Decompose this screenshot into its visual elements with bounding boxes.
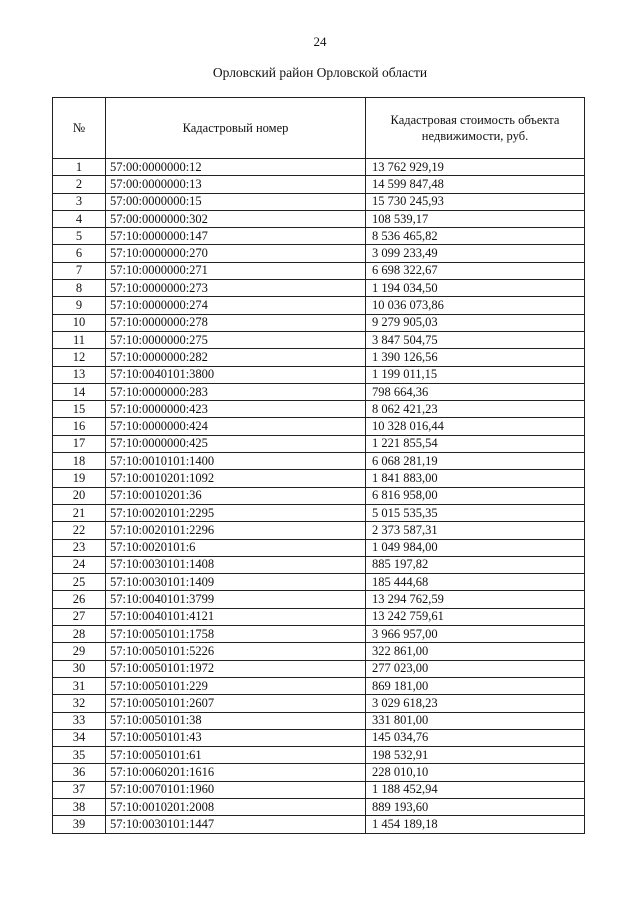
cadastral-value: 3 099 233,49: [366, 245, 585, 262]
table-row: [53, 228, 585, 245]
cadastral-number: 57:10:0020101:2295: [106, 504, 366, 521]
row-number: 32: [53, 695, 106, 712]
cadastral-number: 57:00:0000000:12: [106, 159, 366, 176]
cadastral-value-table: [52, 97, 585, 834]
row-number: 8: [53, 280, 106, 297]
cadastral-number: 57:10:0000000:271: [106, 262, 366, 279]
cadastral-value: 198 532,91: [366, 747, 585, 764]
table-row: [53, 643, 585, 660]
cadastral-value: 108 539,17: [366, 210, 585, 227]
table-row: [53, 591, 585, 608]
row-number: 38: [53, 798, 106, 815]
table-row: [53, 747, 585, 764]
row-number: 26: [53, 591, 106, 608]
cadastral-number: 57:10:0050101:38: [106, 712, 366, 729]
row-number: 22: [53, 522, 106, 539]
cadastral-number: 57:10:0040101:3800: [106, 366, 366, 383]
table-row: [53, 539, 585, 556]
cadastral-value: 1 199 011,15: [366, 366, 585, 383]
cadastral-value: 3 029 618,23: [366, 695, 585, 712]
cadastral-value: 1 188 452,94: [366, 781, 585, 798]
row-number: 1: [53, 159, 106, 176]
table-row: [53, 280, 585, 297]
table-row: [53, 626, 585, 643]
cadastral-number: 57:10:0050101:1758: [106, 626, 366, 643]
row-number: 33: [53, 712, 106, 729]
table-row: [53, 331, 585, 348]
cadastral-number: 57:10:0030101:1409: [106, 574, 366, 591]
cadastral-number: 57:10:0000000:424: [106, 418, 366, 435]
table-row: [53, 210, 585, 227]
cadastral-value: 14 599 847,48: [366, 176, 585, 193]
cadastral-value: 798 664,36: [366, 383, 585, 400]
cadastral-number: 57:10:0000000:282: [106, 349, 366, 366]
cadastral-value: 1 841 883,00: [366, 470, 585, 487]
row-number: 7: [53, 262, 106, 279]
cadastral-value: 15 730 245,93: [366, 193, 585, 210]
row-number: 6: [53, 245, 106, 262]
table-header-row: [53, 98, 585, 159]
table-row: [53, 159, 585, 176]
cadastral-value: 2 373 587,31: [366, 522, 585, 539]
cadastral-number: 57:10:0050101:2607: [106, 695, 366, 712]
row-number: 27: [53, 608, 106, 625]
cadastral-value: 3 847 504,75: [366, 331, 585, 348]
row-number: 34: [53, 729, 106, 746]
table-row: [53, 435, 585, 452]
cadastral-number: 57:10:0030101:1447: [106, 816, 366, 833]
table-row: [53, 608, 585, 625]
row-number: 25: [53, 574, 106, 591]
row-number: 2: [53, 176, 106, 193]
table-row: [53, 677, 585, 694]
header-number: №: [53, 98, 106, 159]
cadastral-value: 3 966 957,00: [366, 626, 585, 643]
table-row: [53, 383, 585, 400]
table-row: [53, 695, 585, 712]
cadastral-number: 57:10:0000000:270: [106, 245, 366, 262]
table-row: [53, 401, 585, 418]
table-row: [53, 193, 585, 210]
table-row: [53, 262, 585, 279]
row-number: 13: [53, 366, 106, 383]
table-row: [53, 574, 585, 591]
row-number: 36: [53, 764, 106, 781]
cadastral-value: 5 015 535,35: [366, 504, 585, 521]
cadastral-value: 8 062 421,23: [366, 401, 585, 418]
table-row: [53, 798, 585, 815]
row-number: 21: [53, 504, 106, 521]
table-row: [53, 418, 585, 435]
cadastral-value: 889 193,60: [366, 798, 585, 815]
row-number: 17: [53, 435, 106, 452]
row-number: 14: [53, 383, 106, 400]
cadastral-value: 185 444,68: [366, 574, 585, 591]
cadastral-number: 57:10:0000000:274: [106, 297, 366, 314]
row-number: 4: [53, 210, 106, 227]
row-number: 37: [53, 781, 106, 798]
row-number: 19: [53, 470, 106, 487]
cadastral-number: 57:10:0000000:425: [106, 435, 366, 452]
cadastral-value: 277 023,00: [366, 660, 585, 677]
cadastral-number: 57:00:0000000:13: [106, 176, 366, 193]
cadastral-value: 1 454 189,18: [366, 816, 585, 833]
cadastral-value: 331 801,00: [366, 712, 585, 729]
cadastral-value: 8 536 465,82: [366, 228, 585, 245]
cadastral-number: 57:10:0060201:1616: [106, 764, 366, 781]
row-number: 29: [53, 643, 106, 660]
row-number: 39: [53, 816, 106, 833]
cadastral-number: 57:10:0070101:1960: [106, 781, 366, 798]
cadastral-number: 57:10:0000000:278: [106, 314, 366, 331]
row-number: 31: [53, 677, 106, 694]
cadastral-number: 57:10:0000000:423: [106, 401, 366, 418]
table-row: [53, 314, 585, 331]
row-number: 9: [53, 297, 106, 314]
cadastral-number: 57:10:0010201:36: [106, 487, 366, 504]
table-row: [53, 245, 585, 262]
cadastral-number: 57:10:0010201:1092: [106, 470, 366, 487]
cadastral-number: 57:00:0000000:302: [106, 210, 366, 227]
cadastral-value: 1 390 126,56: [366, 349, 585, 366]
table-body: [53, 159, 585, 834]
table-row: [53, 349, 585, 366]
cadastral-number: 57:10:0000000:283: [106, 383, 366, 400]
row-number: 15: [53, 401, 106, 418]
cadastral-number: 57:10:0040101:4121: [106, 608, 366, 625]
row-number: 5: [53, 228, 106, 245]
cadastral-value: 6 068 281,19: [366, 453, 585, 470]
cadastral-number: 57:10:0050101:229: [106, 677, 366, 694]
cadastral-value: 885 197,82: [366, 556, 585, 573]
cadastral-value: 6 698 322,67: [366, 262, 585, 279]
table-row: [53, 504, 585, 521]
table-row: [53, 297, 585, 314]
table-row: [53, 366, 585, 383]
table-row: [53, 660, 585, 677]
cadastral-value: 13 242 759,61: [366, 608, 585, 625]
cadastral-value: 9 279 905,03: [366, 314, 585, 331]
table-row: [53, 712, 585, 729]
cadastral-number: 57:10:0010101:1400: [106, 453, 366, 470]
cadastral-number: 57:10:0050101:43: [106, 729, 366, 746]
cadastral-value: 13 762 929,19: [366, 159, 585, 176]
cadastral-value: 10 328 016,44: [366, 418, 585, 435]
cadastral-number: 57:10:0000000:273: [106, 280, 366, 297]
cadastral-number: 57:10:0040101:3799: [106, 591, 366, 608]
cadastral-value: 322 861,00: [366, 643, 585, 660]
cadastral-number: 57:10:0030101:1408: [106, 556, 366, 573]
table-row: [53, 729, 585, 746]
cadastral-value: 145 034,76: [366, 729, 585, 746]
row-number: 10: [53, 314, 106, 331]
row-number: 28: [53, 626, 106, 643]
row-number: 23: [53, 539, 106, 556]
cadastral-value: 13 294 762,59: [366, 591, 585, 608]
table-row: [53, 487, 585, 504]
table-row: [53, 522, 585, 539]
row-number: 20: [53, 487, 106, 504]
header-cadastral-number: Кадастровый номер: [106, 98, 366, 159]
table-row: [53, 176, 585, 193]
header-cadastral-value: Кадастровая стоимость объекта недвижимости, руб.: [366, 98, 585, 159]
page-title: Орловский район Орловской области: [212, 65, 428, 80]
row-number: 11: [53, 331, 106, 348]
table-row: [53, 781, 585, 798]
row-number: 30: [53, 660, 106, 677]
cadastral-number: 57:00:0000000:15: [106, 193, 366, 210]
cadastral-value: 1 221 855,54: [366, 435, 585, 452]
table-row: [53, 470, 585, 487]
cadastral-number: 57:10:0050101:1972: [106, 660, 366, 677]
row-number: 18: [53, 453, 106, 470]
cadastral-number: 57:10:0050101:5226: [106, 643, 366, 660]
cadastral-value: 1 194 034,50: [366, 280, 585, 297]
cadastral-number: 57:10:0050101:61: [106, 747, 366, 764]
cadastral-value: 228 010,10: [366, 764, 585, 781]
table-row: [53, 556, 585, 573]
table-row: [53, 816, 585, 833]
cadastral-number: 57:10:0000000:147: [106, 228, 366, 245]
cadastral-value: 1 049 984,00: [366, 539, 585, 556]
cadastral-value: 869 181,00: [366, 677, 585, 694]
cadastral-number: 57:10:0020101:6: [106, 539, 366, 556]
row-number: 16: [53, 418, 106, 435]
cadastral-number: 57:10:0000000:275: [106, 331, 366, 348]
cadastral-value: 10 036 073,86: [366, 297, 585, 314]
row-number: 3: [53, 193, 106, 210]
cadastral-number: 57:10:0020101:2296: [106, 522, 366, 539]
table-row: [53, 453, 585, 470]
cadastral-number: 57:10:0010201:2008: [106, 798, 366, 815]
row-number: 12: [53, 349, 106, 366]
table-row: [53, 764, 585, 781]
row-number: 35: [53, 747, 106, 764]
page-number: 24: [313, 34, 327, 49]
cadastral-value: 6 816 958,00: [366, 487, 585, 504]
row-number: 24: [53, 556, 106, 573]
